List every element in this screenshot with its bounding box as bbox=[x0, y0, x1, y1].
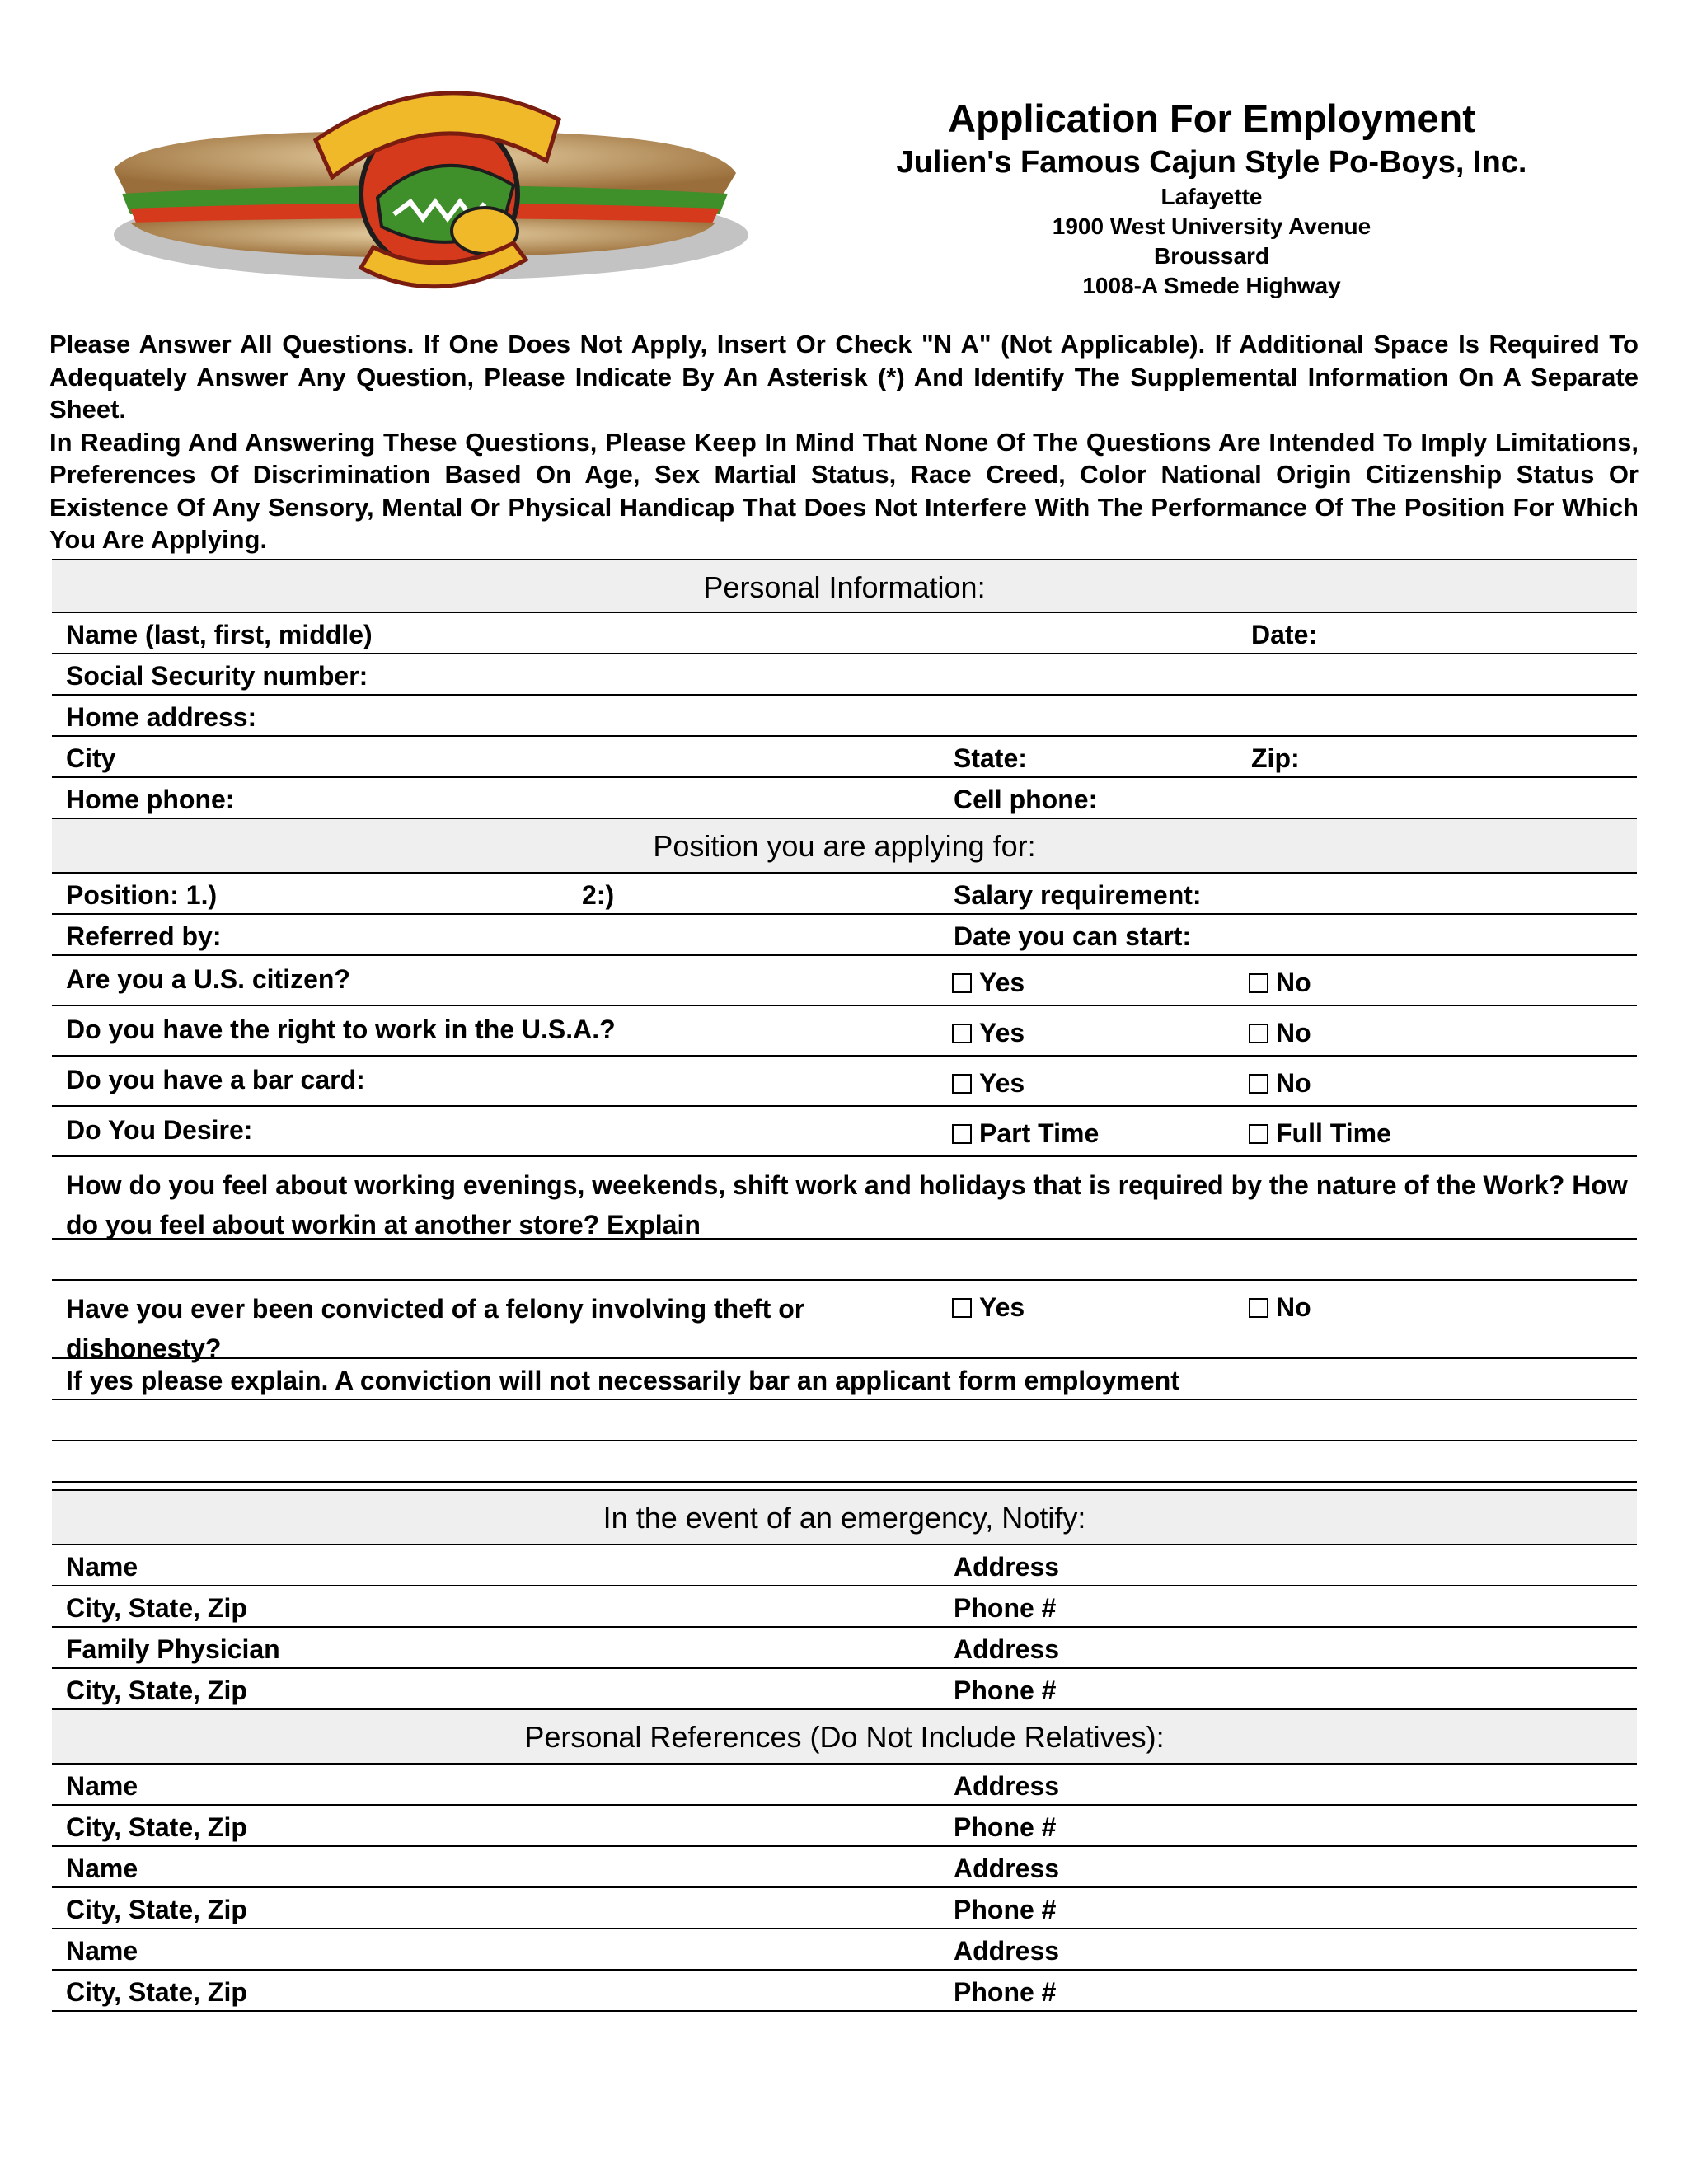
row-emergency-name[interactable] bbox=[52, 1545, 1637, 1586]
location-lafayette: Lafayette bbox=[1160, 184, 1263, 209]
row-reference-1-csz[interactable] bbox=[52, 1806, 1637, 1847]
form-header bbox=[832, 95, 1591, 301]
question-bar-card: Do you have a bar card: bbox=[66, 1065, 365, 1094]
question-right-to-work: Do you have the right to work in the U.S.A.? bbox=[66, 1015, 616, 1044]
row-felony bbox=[52, 1281, 1637, 1363]
checkbox-label: No bbox=[1276, 1292, 1311, 1322]
row-felony-explain bbox=[52, 1359, 1637, 1400]
row-evenings-question bbox=[52, 1157, 1637, 1240]
checkbox-bar-no[interactable] bbox=[1249, 1070, 1311, 1096]
checkbox-label: Full Time bbox=[1276, 1118, 1391, 1148]
label-physician-address: Address bbox=[954, 1634, 1060, 1664]
label-reference-phone: Phone # bbox=[954, 1977, 1057, 2007]
application-form bbox=[52, 559, 1637, 2012]
instructions-paragraph-1: Please Answer All Questions. If One Does Not Apply, Insert Or Check "N A" (Not Applicable). If Additional Space Is Required To Adequately Answer Any Question, Please Indicate By An Asterisk (*) And Identify The Supplemental Information On A Separate Sheet. bbox=[49, 330, 1639, 424]
label-zip: Zip: bbox=[1251, 743, 1300, 773]
answer-line-evenings[interactable] bbox=[52, 1240, 1637, 1281]
row-physician-csz[interactable] bbox=[52, 1669, 1637, 1710]
label-position-1: Position: 1.) bbox=[66, 880, 218, 910]
row-emergency-csz[interactable] bbox=[52, 1586, 1637, 1628]
row-desire bbox=[52, 1107, 1637, 1157]
checkbox-icon bbox=[1249, 1124, 1268, 1144]
answer-line-felony[interactable] bbox=[52, 1400, 1637, 1441]
checkbox-icon bbox=[952, 973, 972, 993]
label-reference-csz: City, State, Zip bbox=[66, 1895, 247, 1924]
row-city[interactable] bbox=[52, 737, 1637, 778]
checkbox-label: Yes bbox=[979, 1068, 1025, 1098]
checkbox-right-no[interactable] bbox=[1249, 1019, 1311, 1046]
label-emergency-phone: Phone # bbox=[954, 1593, 1057, 1623]
company-logo bbox=[97, 62, 748, 309]
company-name: Julien's Famous Cajun Style Po-Boys, Inc. bbox=[896, 145, 1527, 180]
label-ssn: Social Security number: bbox=[66, 661, 368, 691]
label-reference-phone: Phone # bbox=[954, 1812, 1057, 1842]
row-bar-card bbox=[52, 1057, 1637, 1107]
checkbox-label: Yes bbox=[979, 1292, 1025, 1322]
label-emergency-csz: City, State, Zip bbox=[66, 1593, 247, 1623]
checkbox-label: No bbox=[1276, 1068, 1311, 1098]
checkbox-felony-no[interactable] bbox=[1249, 1294, 1311, 1320]
label-reference-csz: City, State, Zip bbox=[66, 1812, 247, 1842]
row-ssn[interactable] bbox=[52, 654, 1637, 696]
label-start-date: Date you can start: bbox=[954, 921, 1192, 951]
checkbox-icon bbox=[952, 1124, 972, 1144]
label-reference-name: Name bbox=[66, 1771, 138, 1801]
question-desire: Do You Desire: bbox=[66, 1115, 253, 1145]
label-reference-name: Name bbox=[66, 1854, 138, 1883]
address-broussard: 1008-A Smede Highway bbox=[1082, 273, 1341, 298]
checkbox-label: No bbox=[1276, 1018, 1311, 1047]
checkbox-citizen-no[interactable] bbox=[1249, 969, 1311, 996]
row-reference-2-csz[interactable] bbox=[52, 1888, 1637, 1929]
question-felony: Have you ever been convicted of a felony involving theft or dishonesty? bbox=[66, 1294, 805, 1363]
checkbox-label: No bbox=[1276, 968, 1311, 997]
checkbox-label: Yes bbox=[979, 968, 1025, 997]
checkbox-bar-yes[interactable] bbox=[952, 1070, 1025, 1096]
label-reference-address: Address bbox=[954, 1771, 1060, 1801]
label-emergency-name: Name bbox=[66, 1552, 138, 1582]
section-position: Position you are applying for: bbox=[52, 819, 1637, 874]
label-emergency-address: Address bbox=[954, 1552, 1060, 1582]
label-reference-phone: Phone # bbox=[954, 1895, 1057, 1924]
label-state: State: bbox=[954, 743, 1027, 773]
label-city: City bbox=[66, 743, 116, 773]
label-reference-address: Address bbox=[954, 1936, 1060, 1966]
address-lafayette: 1900 West University Avenue bbox=[1052, 213, 1372, 239]
label-home-address: Home address: bbox=[66, 702, 257, 732]
checkbox-icon bbox=[1249, 1024, 1268, 1043]
row-reference-2-name[interactable] bbox=[52, 1847, 1637, 1888]
label-physician-csz: City, State, Zip bbox=[66, 1675, 247, 1705]
row-physician[interactable] bbox=[52, 1628, 1637, 1669]
row-name[interactable] bbox=[52, 613, 1637, 654]
label-reference-csz: City, State, Zip bbox=[66, 1977, 247, 2007]
label-reference-address: Address bbox=[954, 1854, 1060, 1883]
instructions bbox=[49, 328, 1639, 556]
location-broussard: Broussard bbox=[1153, 243, 1270, 269]
checkbox-right-yes[interactable] bbox=[952, 1019, 1025, 1046]
checkbox-icon bbox=[952, 1298, 972, 1318]
label-referred-by: Referred by: bbox=[66, 921, 222, 951]
row-referred[interactable] bbox=[52, 915, 1637, 956]
label-date: Date: bbox=[1251, 620, 1318, 649]
checkbox-felony-yes[interactable] bbox=[952, 1294, 1025, 1320]
row-right-to-work bbox=[52, 1006, 1637, 1057]
row-reference-3-csz[interactable] bbox=[52, 1971, 1637, 2012]
row-us-citizen bbox=[52, 956, 1637, 1006]
label-cell-phone: Cell phone: bbox=[954, 785, 1098, 814]
checkbox-icon bbox=[1249, 973, 1268, 993]
checkbox-label: Yes bbox=[979, 1018, 1025, 1047]
instructions-paragraph-2: In Reading And Answering These Questions, Please Keep In Mind That None Of The Questions Are Intended To Imply Limitations, Preferences Of Discrimination Based On Age, Sex Martial Status, Race Creed, Color National Origin Citizenship Status Or Existence Of Any Sensory, Mental Or Physical Handicap That Does Not Interfere With The Performance Of The Position For Which You Are Applying. bbox=[49, 427, 1639, 554]
section-references: Personal References (Do Not Include Relatives): bbox=[52, 1710, 1637, 1765]
label-salary: Salary requirement: bbox=[954, 880, 1202, 910]
label-physician: Family Physician bbox=[66, 1634, 280, 1664]
checkbox-icon bbox=[1249, 1298, 1268, 1318]
checkbox-icon bbox=[952, 1024, 972, 1043]
form-title: Application For Employment bbox=[948, 96, 1475, 140]
question-us-citizen: Are you a U.S. citizen? bbox=[66, 964, 350, 994]
checkbox-citizen-yes[interactable] bbox=[952, 969, 1025, 996]
checkbox-full-time[interactable] bbox=[1249, 1120, 1391, 1146]
section-divider bbox=[52, 1481, 1637, 1491]
section-emergency: In the event of an emergency, Notify: bbox=[52, 1491, 1637, 1545]
question-evenings: How do you feel about working evenings, weekends, shift work and holidays that is required by the nature of the Work? How do you feel about workin at another store? Explain bbox=[66, 1170, 1628, 1240]
row-home-address[interactable] bbox=[52, 696, 1637, 737]
section-personal-information: Personal Information: bbox=[52, 559, 1637, 613]
label-name: Name (last, first, middle) bbox=[66, 620, 373, 649]
checkbox-part-time[interactable] bbox=[952, 1120, 1099, 1146]
checkbox-icon bbox=[952, 1074, 972, 1094]
label-felony-explain: If yes please explain. A conviction will not necessarily bar an applicant form employment bbox=[66, 1366, 1179, 1395]
checkbox-label: Part Time bbox=[979, 1118, 1100, 1148]
label-reference-name: Name bbox=[66, 1936, 138, 1966]
checkbox-icon bbox=[1249, 1074, 1268, 1094]
row-position[interactable] bbox=[52, 874, 1637, 915]
row-phone[interactable] bbox=[52, 778, 1637, 819]
label-home-phone: Home phone: bbox=[66, 785, 235, 814]
label-physician-phone: Phone # bbox=[954, 1675, 1057, 1705]
row-reference-3-name[interactable] bbox=[52, 1929, 1637, 1971]
row-reference-1-name[interactable] bbox=[52, 1765, 1637, 1806]
label-position-2: 2:) bbox=[582, 880, 615, 910]
